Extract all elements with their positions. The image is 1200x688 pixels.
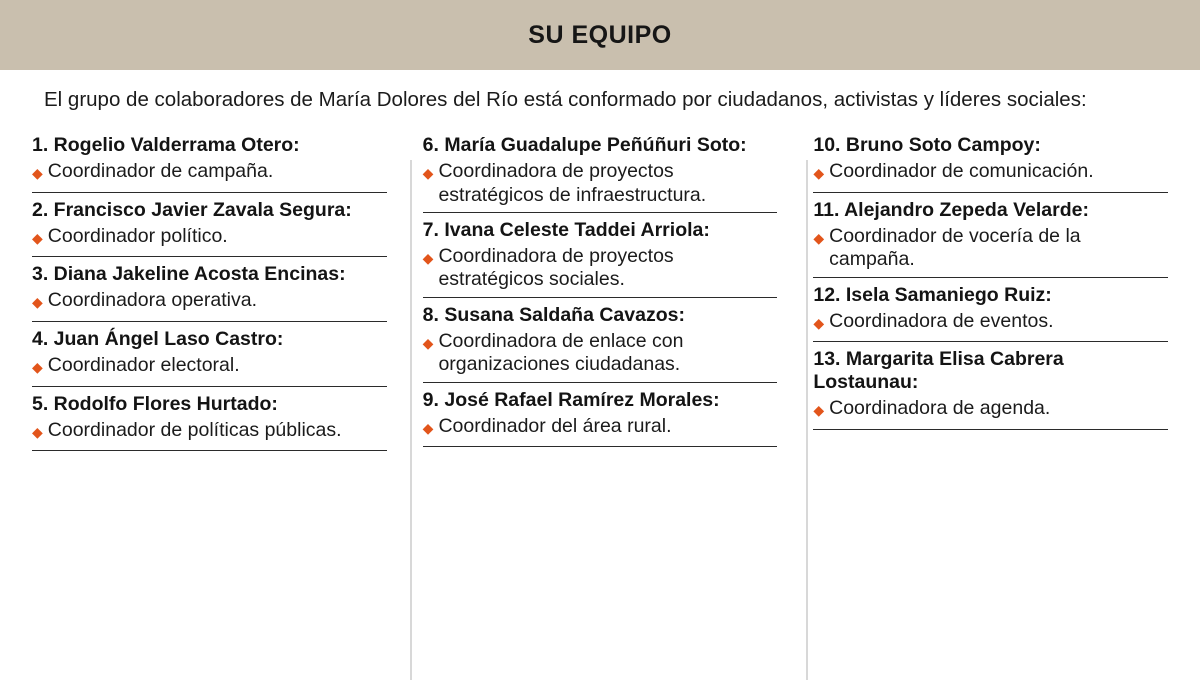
- member-role: Coordinadora operativa.: [47, 289, 257, 312]
- member-role: Coordinador de comunicación.: [829, 160, 1094, 183]
- member-role-row: [813, 225, 1168, 272]
- diamond-bullet-icon: ◆: [422, 419, 434, 436]
- diamond-bullet-icon: ◆: [813, 402, 825, 419]
- member-role: Coordinadora de enlace con organizaciones ciudadanas.: [438, 329, 684, 376]
- list-item: [423, 213, 778, 298]
- member-name: 12. Isela Samaniego Ruiz:: [813, 283, 1052, 306]
- diamond-bullet-icon: ◆: [422, 165, 434, 182]
- member-role: Coordinador de campaña.: [47, 160, 274, 183]
- columns-container: [0, 114, 1200, 451]
- diamond-bullet-icon: ◆: [813, 314, 825, 331]
- column-3: [795, 128, 1186, 451]
- member-name: 13. Margarita Elisa Cabrera Lostaunau:: [813, 348, 1064, 394]
- column-2: [405, 128, 796, 451]
- intro-paragraph: El grupo de colaboradores de María Dolores del Río está conformado por ciudadanos, activistas y líderes sociales:: [44, 88, 1087, 111]
- member-role-row: [423, 245, 778, 292]
- member-role: Coordinadora de eventos.: [829, 309, 1054, 332]
- member-role-row: [423, 330, 778, 377]
- list-item: [32, 257, 387, 322]
- diamond-bullet-icon: ◆: [32, 359, 43, 376]
- diamond-bullet-icon: ◆: [813, 229, 825, 246]
- column-1: [14, 128, 405, 451]
- diamond-bullet-icon: ◆: [422, 334, 434, 351]
- member-name: 4. Juan Ángel Laso Castro:: [32, 328, 284, 351]
- diamond-bullet-icon: ◆: [32, 423, 43, 440]
- member-role-row: [813, 397, 1168, 424]
- diamond-bullet-icon: ◆: [422, 250, 434, 267]
- column-divider-1: [410, 160, 412, 680]
- member-role-row: [32, 354, 387, 381]
- member-role: Coordinador electoral.: [47, 354, 240, 377]
- list-item: [813, 342, 1168, 430]
- member-role-row: [32, 160, 387, 187]
- list-item: [423, 383, 778, 448]
- member-role: Coordinadora de proyectos estratégicos de infraestructura.: [438, 160, 707, 206]
- member-name: 8. Susana Saldaña Cavazos:: [422, 303, 685, 326]
- column-divider-2: [806, 160, 808, 680]
- header-band: [0, 0, 1200, 70]
- member-name: 2. Francisco Javier Zavala Segura:: [32, 198, 352, 221]
- member-role-row: [32, 419, 387, 446]
- member-role-row: [423, 415, 778, 442]
- member-role-row: [32, 289, 387, 316]
- list-item: [423, 128, 778, 213]
- list-item: [32, 128, 387, 193]
- list-item: [813, 278, 1168, 343]
- member-role: Coordinador del área rural.: [438, 414, 672, 437]
- list-item: [32, 322, 387, 387]
- member-name: 3. Diana Jakeline Acosta Encinas:: [32, 263, 346, 286]
- list-item: [32, 387, 387, 452]
- diamond-bullet-icon: ◆: [813, 165, 825, 182]
- list-item: [32, 193, 387, 258]
- member-role: Coordinadora de agenda.: [829, 397, 1051, 420]
- member-name: 10. Bruno Soto Campoy:: [813, 134, 1041, 157]
- member-name: 1. Rogelio Valderrama Otero:: [32, 134, 300, 157]
- member-name: 9. José Rafael Ramírez Morales:: [422, 388, 720, 411]
- member-role: Coordinador de vocería de la campaña.: [829, 224, 1081, 271]
- member-role-row: [423, 160, 778, 207]
- member-role-row: [813, 310, 1168, 337]
- member-name: 6. María Guadalupe Peñúñuri Soto:: [422, 134, 747, 157]
- member-name: 7. Ivana Celeste Taddei Arriola:: [422, 219, 710, 242]
- member-role: Coordinador de políticas públicas.: [47, 418, 342, 441]
- list-item: [813, 193, 1168, 278]
- page-title: SU EQUIPO: [528, 20, 672, 49]
- member-role-row: [32, 225, 387, 252]
- diamond-bullet-icon: ◆: [32, 229, 43, 246]
- member-name: 5. Rodolfo Flores Hurtado:: [32, 392, 278, 415]
- member-role-row: [813, 160, 1168, 187]
- member-role: Coordinador político.: [47, 224, 228, 247]
- member-role: Coordinadora de proyectos estratégicos sociales.: [438, 245, 674, 291]
- list-item: [813, 128, 1168, 193]
- list-item: [423, 298, 778, 383]
- diamond-bullet-icon: ◆: [32, 294, 43, 311]
- diamond-bullet-icon: ◆: [32, 165, 43, 182]
- member-name: 11. Alejandro Zepeda Velarde:: [813, 198, 1089, 221]
